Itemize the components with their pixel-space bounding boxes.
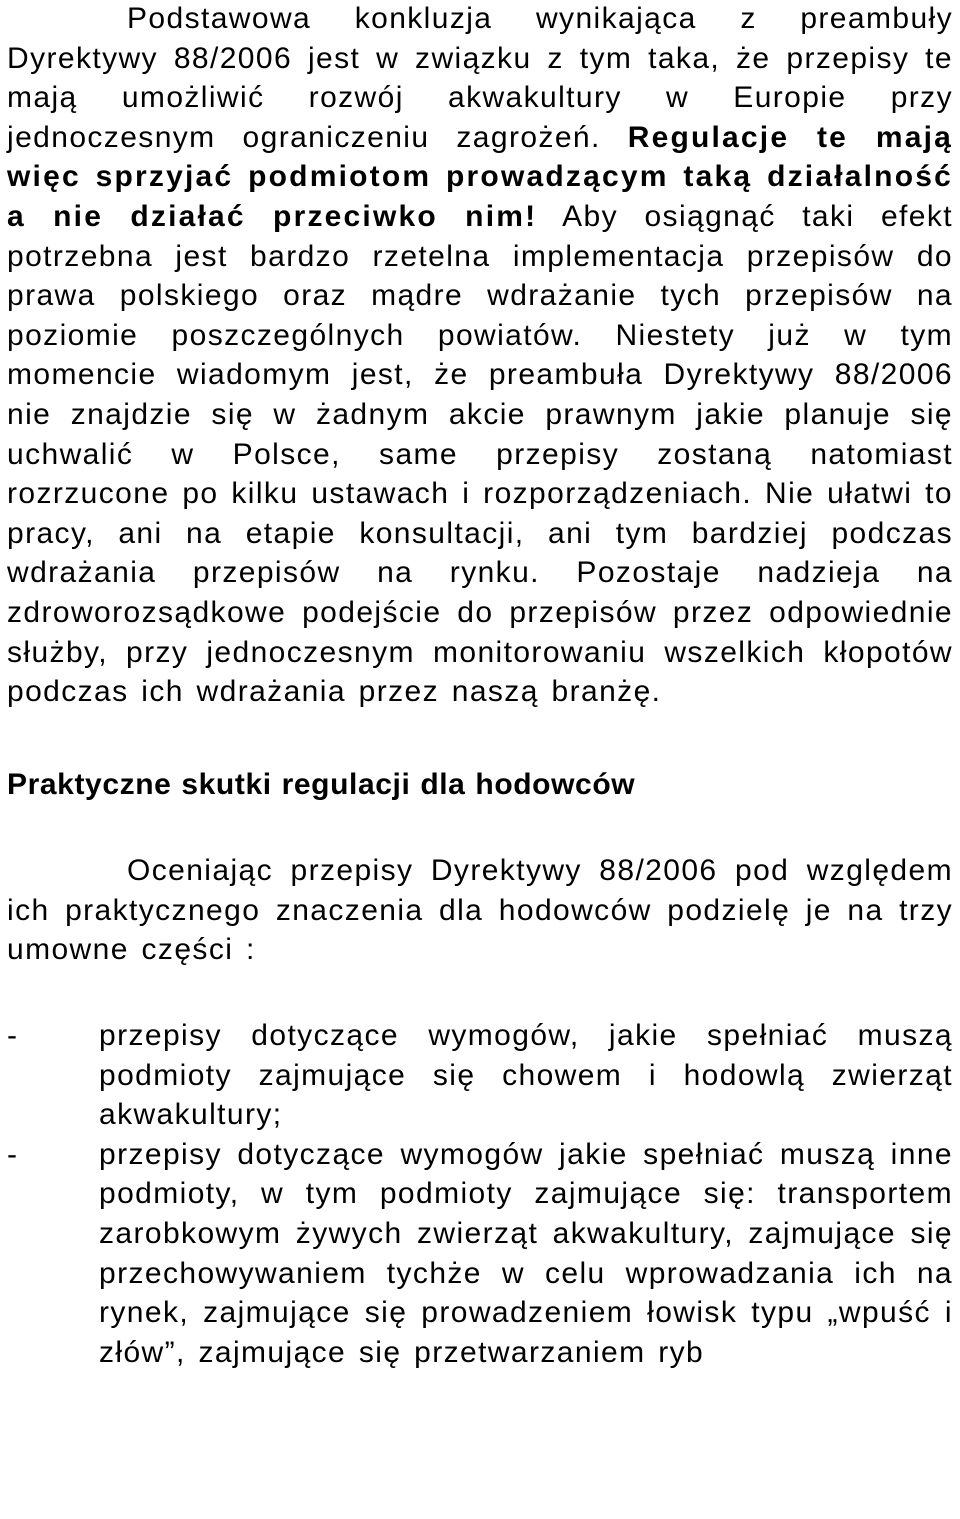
section-heading: Praktyczne skutki regulacji dla hodowców [7, 767, 636, 801]
list-item-text: przepisy dotyczące wymogów jakie spełniać muszą inne podmioty, w tym podmioty zajmujące się: transportem zarobkowym żywych zwierząt akwakultury, zajmujące się przechowywaniem tychże w celu wprowadzania ich na rynek, zajmujące się prowadzeniem łowisk typu „wpuść i złów”, zajmujące się przetwarzaniem ryb [99, 1137, 953, 1369]
document-page [7, 0, 953, 1372]
intro-bold-text: Regulacje te mają więc sprzyjać podmiotom prowadzącym taką działalność a nie działać przeciwko nim! [7, 120, 953, 233]
intro-text-2: Aby osiągnąć taki efekt potrzebna jest bardzo rzetelna implementacja przepisów do prawa polskiego oraz mądre wdrażanie tych przepisów na poziomie poszczególnych powiatów. Niestety już w tym momencie wiadomym jest, że preambuła Dyrektywy 88/2006 nie znajdzie się w żadnym akcie prawnym jakie planuje się uchwalić w Polsce, same przepisy zostaną natomiast rozrzucone po kilku ustawach i rozporządzeniach. Nie ułatwi to pracy, ani na etapie konsultacji, ani tym bardziej podczas wdrażania przepisów na rynku. Pozostaje nadzieja na zdroworozsądkowe podejście do przepisów przez odpowiednie służby, przy jednoczesnym monitorowaniu wszelkich kłopotów podczas ich wdrażania przez naszą branżę. [7, 199, 953, 709]
list-item [7, 1016, 953, 1135]
intro-paragraph [7, 0, 953, 712]
list-marker: - [7, 1019, 19, 1053]
section-paragraph: Oceniając przepisy Dyrektywy 88/2006 pod względem ich praktycznego znaczenia dla hodowców podzielę je na trzy umowne części : [7, 854, 953, 967]
list-item-text: przepisy dotyczące wymogów, jakie spełniać muszą podmioty zajmujące się chowem i hodowlą zwierząt akwakultury; [99, 1019, 953, 1132]
category-list [7, 1016, 953, 1372]
list-marker: - [7, 1137, 19, 1171]
intro-text-1: Podstawowa konkluzja wynikająca z preambuły Dyrektywy 88/2006 jest w związku z tym taka, że przepisy te mają umożliwić rozwój akwakultury w Europie przy jednoczesnym ograniczeniu zagrożeń. [7, 2, 953, 154]
list-item [7, 1135, 953, 1373]
